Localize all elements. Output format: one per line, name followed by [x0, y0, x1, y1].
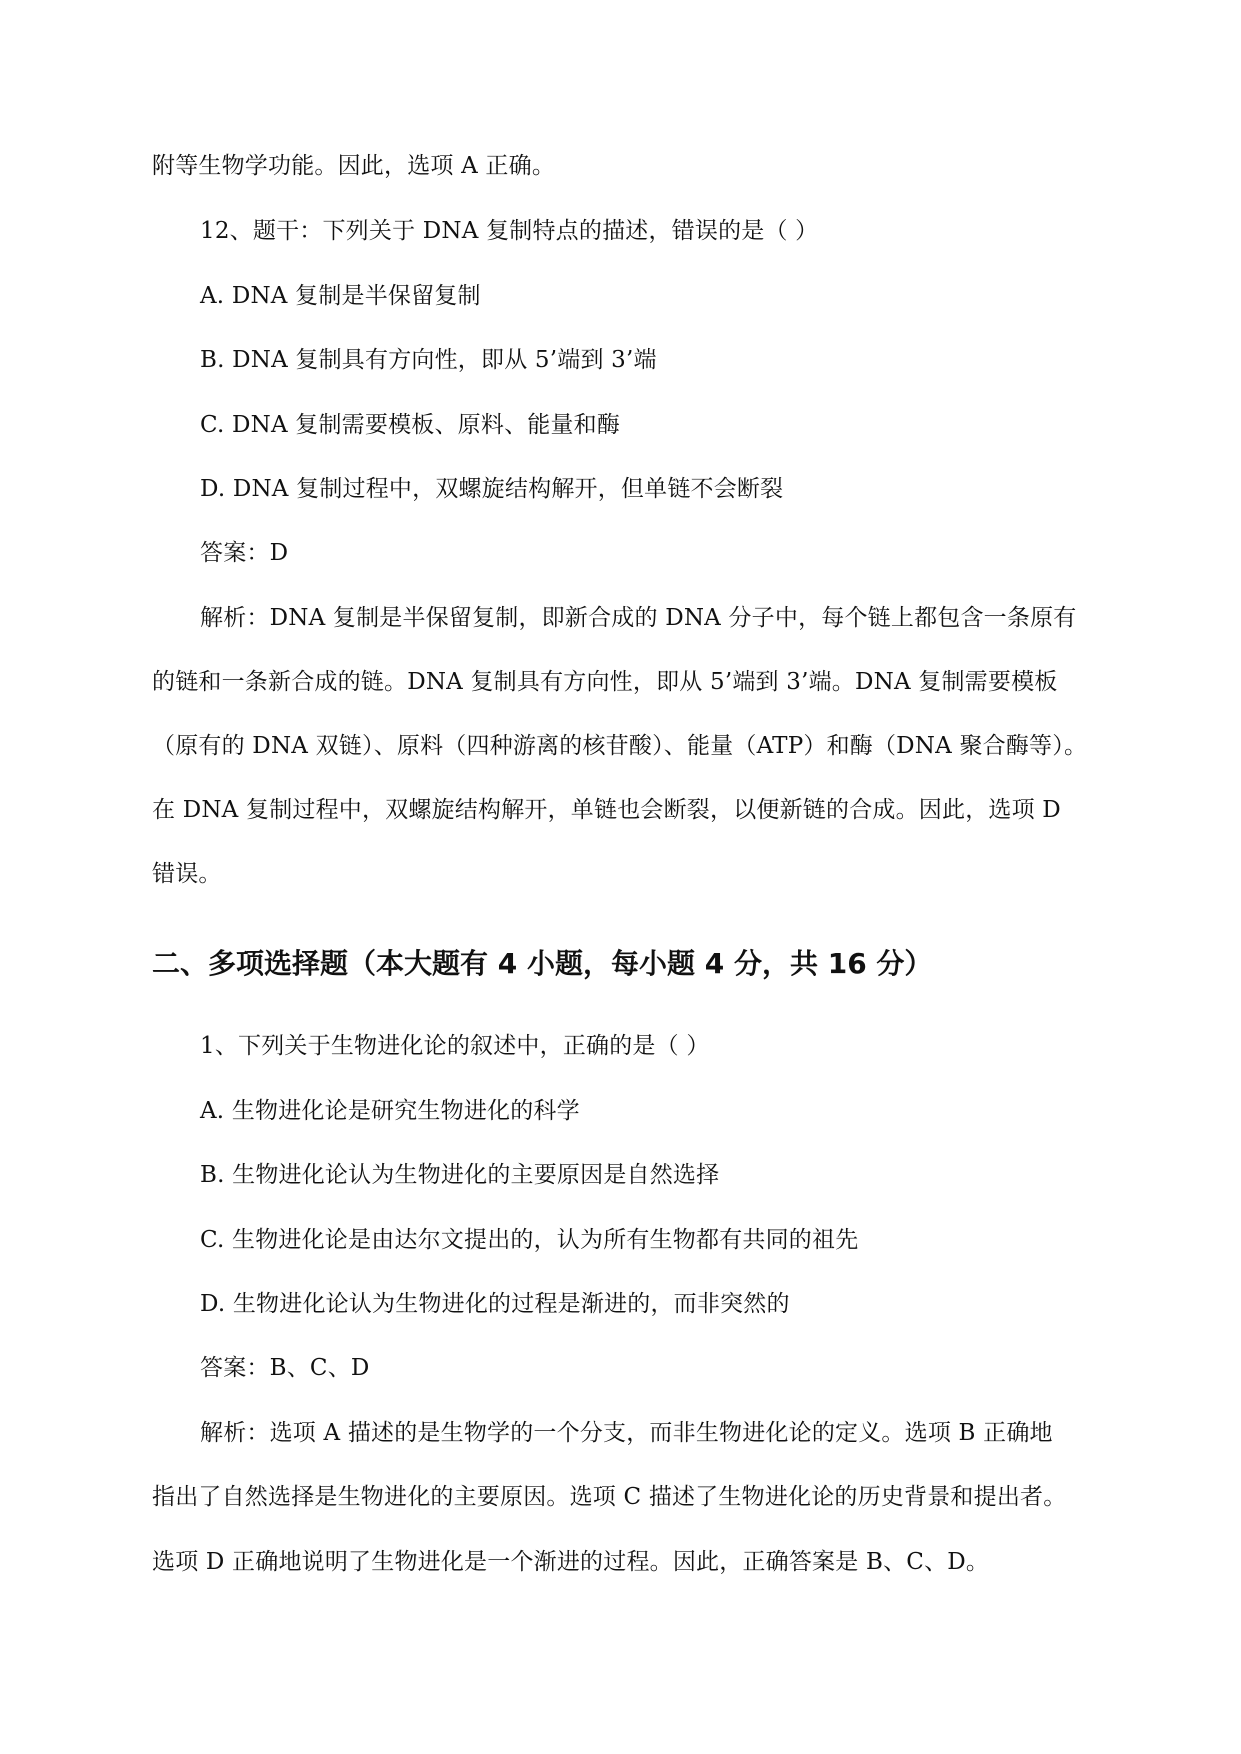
- text-line: 附等生物学功能。因此，选项 A 正确。: [152, 153, 556, 179]
- question-1-explanation: 选项 D 正确地说明了生物进化是一个渐进的过程。因此，正确答案是 B、C、D。: [152, 1549, 990, 1575]
- question-1-option-c: C. 生物进化论是由达尔文提出的，认为所有生物都有共同的祖先: [200, 1227, 859, 1253]
- question-1-option-b: B. 生物进化论认为生物进化的主要原因是自然选择: [200, 1162, 720, 1188]
- question-12-option-d: D. DNA 复制过程中，双螺旋结构解开，但单链不会断裂: [200, 476, 784, 502]
- question-1-answer: 答案：B、C、D: [200, 1355, 370, 1381]
- question-1-explanation: 指出了自然选择是生物进化的主要原因。选项 C 描述了生物进化论的历史背景和提出者。: [152, 1484, 1067, 1510]
- question-12-explanation: （原有的 DNA 双链）、原料（四种游离的核苷酸）、能量（ATP）和酶（DNA 聚合酶等）。: [152, 733, 1088, 759]
- question-12-stem: 12、题干：下列关于 DNA 复制特点的描述，错误的是（ ）: [200, 218, 819, 244]
- question-1-option-a: A. 生物进化论是研究生物进化的科学: [200, 1098, 580, 1124]
- question-12-explanation: 的链和一条新合成的链。DNA 复制具有方向性，即从 5’端到 3’端。DNA 复制需要模板: [152, 669, 1058, 695]
- question-12-explanation: 错误。: [152, 861, 222, 887]
- question-12-option-b: B. DNA 复制具有方向性，即从 5’端到 3’端: [200, 347, 657, 373]
- section-heading: 二、多项选择题（本大题有 4 小题，每小题 4 分，共 16 分）: [152, 947, 933, 980]
- question-12-explanation: 在 DNA 复制过程中，双螺旋结构解开，单链也会断裂，以便新链的合成。因此，选项 D: [152, 797, 1061, 823]
- question-1-option-d: D. 生物进化论认为生物进化的过程是渐进的，而非突然的: [200, 1291, 790, 1317]
- question-12-option-c: C. DNA 复制需要模板、原料、能量和酶: [200, 412, 621, 438]
- question-1-explanation: 解析：选项 A 描述的是生物学的一个分支，而非生物进化论的定义。选项 B 正确地: [200, 1420, 1053, 1446]
- question-12-answer: 答案：D: [200, 540, 289, 566]
- question-12-option-a: A. DNA 复制是半保留复制: [200, 283, 481, 309]
- question-1-stem: 1、下列关于生物进化论的叙述中，正确的是（ ）: [200, 1033, 710, 1059]
- question-12-explanation: 解析：DNA 复制是半保留复制，即新合成的 DNA 分子中，每个链上都包含一条原有: [200, 605, 1077, 631]
